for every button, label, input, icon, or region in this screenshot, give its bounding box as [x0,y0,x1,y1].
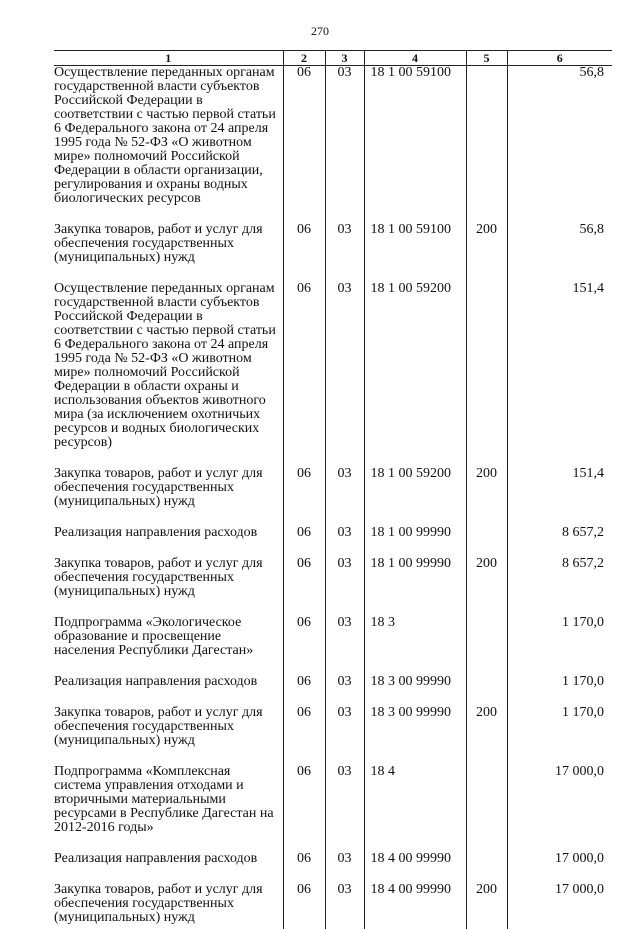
target-article-code: 18 1 00 59100 [364,223,466,282]
amount: 1 170,0 [507,616,612,675]
expense-name: Реализация направления расходов [54,525,258,540]
amount: 56,8 [507,223,612,282]
subsection-code: 03 [325,675,364,706]
table-row [54,66,612,224]
section-code: 06 [283,706,325,765]
amount: 17 000,0 [507,852,612,883]
table-row [54,223,612,282]
amount: 1 170,0 [507,706,612,765]
table-row [54,706,612,765]
expense-type-code: 200 [466,223,507,282]
target-article-code: 18 1 00 59200 [364,467,466,526]
section-code: 06 [283,616,325,675]
table-row [54,616,612,675]
table-row [54,557,612,616]
amount: 8 657,2 [507,557,612,616]
table-row [54,526,612,557]
section-code: 06 [283,675,325,706]
target-article-code: 18 1 00 99990 [364,526,466,557]
amount: 17 000,0 [507,765,612,852]
column-header-3: 3 [325,51,364,66]
expense-type-code: 200 [466,467,507,526]
target-article-code: 18 4 00 99990 [364,852,466,883]
table-row [54,467,612,526]
subsection-code: 03 [325,765,364,852]
header-row [54,51,612,66]
target-article-code: 18 3 [364,616,466,675]
amount: 56,8 [507,66,612,224]
expense-name: Закупка товаров, работ и услуг для обеспечения государственных (муниципальных) нужд [54,222,263,265]
target-article-code: 18 4 00 99990 [364,883,466,929]
column-header-4: 4 [364,51,466,66]
expense-type-code [466,66,507,224]
table-row [54,852,612,883]
table-row [54,765,612,852]
subsection-code: 03 [325,66,364,224]
subsection-code: 03 [325,706,364,765]
expense-type-code [466,765,507,852]
section-code: 06 [283,66,325,224]
target-article-code: 18 1 00 59100 [364,66,466,224]
amount: 1 170,0 [507,675,612,706]
column-header-5: 5 [466,51,507,66]
expense-type-code [466,282,507,467]
column-header-6: 6 [507,51,612,66]
expense-type-code [466,675,507,706]
expense-type-code: 200 [466,883,507,929]
expense-name: Реализация направления расходов [54,674,258,689]
expense-name: Подпрограмма «Комплексная система управления отходами и вторичными материальными ресурсами в Республике Дагестан на 2012-2016 годы» [54,764,274,835]
expense-name: Закупка товаров, работ и услуг для обеспечения государственных (муниципальных) нужд [54,705,263,748]
column-header-2: 2 [283,51,325,66]
target-article-code: 18 1 00 59200 [364,282,466,467]
expense-type-code: 200 [466,706,507,765]
subsection-code: 03 [325,852,364,883]
table-row [54,675,612,706]
page-number: 270 [311,24,329,38]
column-header-1: 1 [54,51,283,66]
target-article-code: 18 3 00 99990 [364,706,466,765]
expense-name: Закупка товаров, работ и услуг для обеспечения государственных (муниципальных) нужд [54,882,263,925]
amount: 8 657,2 [507,526,612,557]
expense-name: Подпрограмма «Экологическое образование и просвещение населения Республики Дагестан» [54,615,254,658]
target-article-code: 18 3 00 99990 [364,675,466,706]
section-code: 06 [283,557,325,616]
subsection-code: 03 [325,467,364,526]
expense-type-code [466,852,507,883]
expense-type-code [466,616,507,675]
section-code: 06 [283,852,325,883]
subsection-code: 03 [325,223,364,282]
target-article-code: 18 4 [364,765,466,852]
section-code: 06 [283,282,325,467]
target-article-code: 18 1 00 99990 [364,557,466,616]
subsection-code: 03 [325,883,364,929]
subsection-code: 03 [325,526,364,557]
section-code: 06 [283,467,325,526]
amount: 17 000,0 [507,883,612,929]
amount: 151,4 [507,282,612,467]
section-code: 06 [283,223,325,282]
expense-name: Осуществление переданных органам государственной власти субъектов Российской Федерации в соответствии с частью первой статьи 6 Федерального закона от 24 апреля 1995 года № 52-ФЗ «О животном мире» полномочий Российской Федерации в области охраны и использования объектов животного мира (за исключением охотничьих ресурсов и водных биологических ресурсов) [54,281,276,450]
expense-name: Осуществление переданных органам государственной власти субъектов Российской Федерации в соответствии с частью первой статьи 6 Федерального закона от 24 апреля 1995 года № 52-ФЗ «О животном мире» полномочий Российской Федерации в области организации, регулирования и охраны водных биологических ресурсов [54,65,276,206]
subsection-code: 03 [325,557,364,616]
table-row [54,883,612,929]
amount: 151,4 [507,467,612,526]
expense-type-code [466,526,507,557]
budget-table [54,50,612,929]
subsection-code: 03 [325,282,364,467]
expense-name: Закупка товаров, работ и услуг для обеспечения государственных (муниципальных) нужд [54,466,263,509]
table-row [54,282,612,467]
subsection-code: 03 [325,616,364,675]
section-code: 06 [283,526,325,557]
expense-name: Закупка товаров, работ и услуг для обеспечения государственных (муниципальных) нужд [54,556,263,599]
section-code: 06 [283,765,325,852]
expense-type-code: 200 [466,557,507,616]
expense-name: Реализация направления расходов [54,851,258,866]
section-code: 06 [283,883,325,929]
